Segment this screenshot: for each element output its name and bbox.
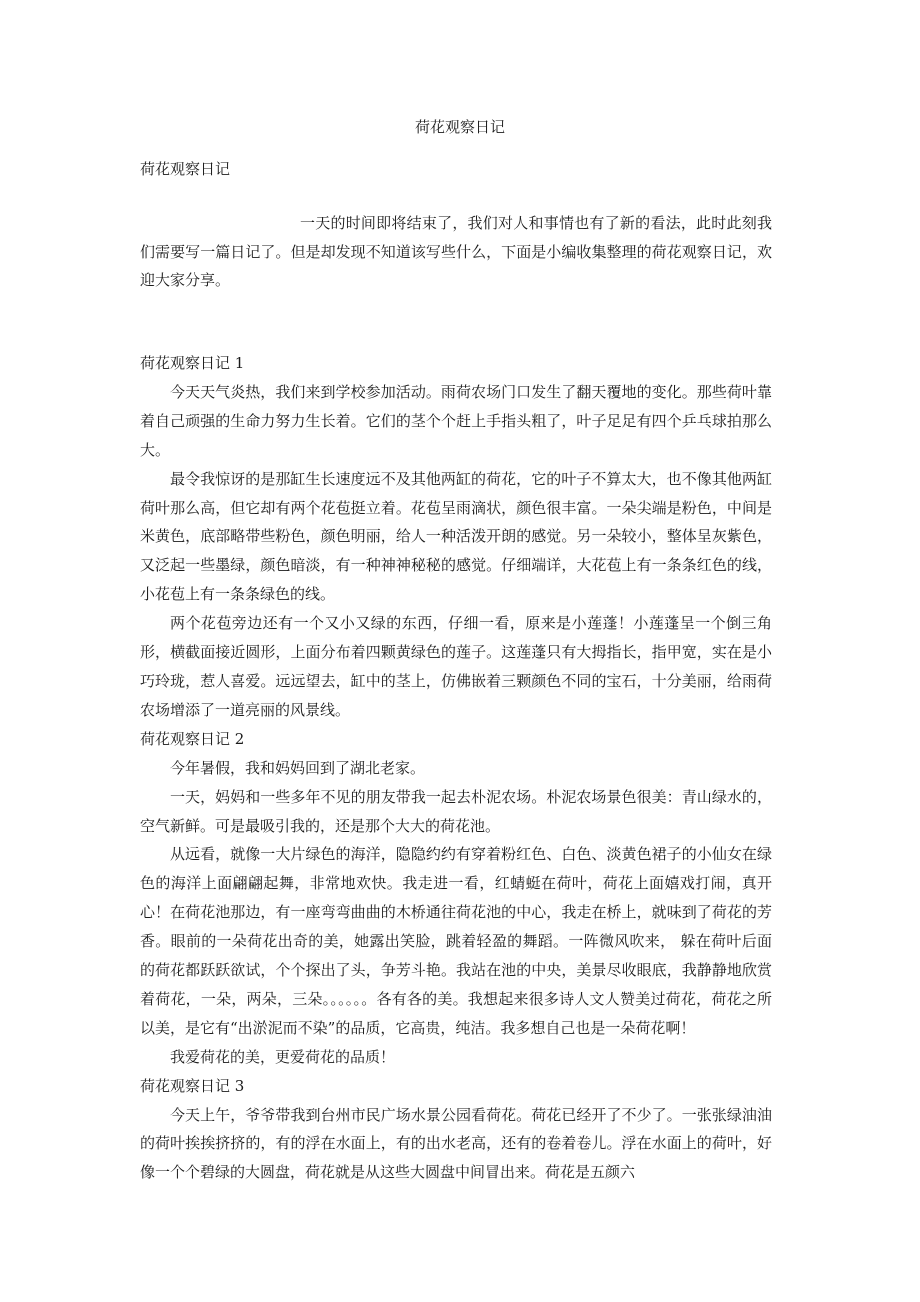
- document-body: [140, 349, 772, 1187]
- section-paragraph: 从远看，就像一大片绿色的海洋，隐隐约约有穿着粉红色、白色、淡黄色裙子的小仙女在绿色的海洋上面翩翩起舞，非常地欢快。我走进一看，红蜻蜓在荷叶，荷花上面嬉戏打闹，真开心！在荷花池那边，有一座弯弯曲曲的木桥通往荷花池的中心，我走在桥上，就味到了荷花的芳香。眼前的一朵荷花出奇的美，她露出笑脸，跳着轻盈的舞蹈。一阵微风吹来， 躲在荷叶后面的荷花都跃跃欲试，个个探出了头，争芳斗艳。我站在池的中央，美景尽收眼底，我静静地欣赏着荷花，一朵，两朵，三朵。。。。。。各有各的美。我想起来很多诗人文人赞美过荷花，荷花之所以美，是它有“出淤泥而不染”的品质，它高贵，纯洁。我多想自己也是一朵荷花啊！: [140, 845, 772, 1037]
- document-title: 荷花观察日记: [414, 118, 505, 136]
- document-subtitle: 荷花观察日记: [140, 160, 231, 178]
- section-heading: 荷花观察日记 2: [140, 729, 245, 748]
- diary-section-1: [140, 349, 772, 725]
- section-heading: 荷花观察日记 3: [140, 1076, 245, 1095]
- section-paragraph: 今天天气炎热，我们来到学校参加活动。雨荷农场门口发生了翻天覆地的变化。那些荷叶靠着自己顽强的生命力努力生长着。它们的茎个个赶上手指头粗了，叶子足足有四个乒乓球拍那么大。: [140, 382, 772, 459]
- section-paragraph: 最令我惊讶的是那缸生长速度远不及其他两缸的荷花，它的叶子不算太大，也不像其他两缸荷叶那么高，但它却有两个花苞挺立着。花苞呈雨滴状，颜色很丰富。一朵尖端是粉色，中间是米黄色，底部略带些粉色，颜色明丽，给人一种活泼开朗的感觉。另一朵较小，整体呈灰紫色，又泛起一些墨绿，颜色暗淡，有一种神神秘秘的感觉。仔细端详，大花苞上有一条条红色的线，小花苞上有一条条绿色的线。: [140, 469, 772, 604]
- diary-section-2: [140, 725, 772, 1072]
- diary-section-3: [140, 1072, 772, 1188]
- section-paragraph: 今年暑假，我和妈妈回到了湖北老家。: [170, 758, 426, 777]
- section-heading: 荷花观察日记 1: [140, 354, 245, 372]
- section-paragraph: 一天，妈妈和一些多年不见的朋友带我一起去朴泥农场。朴泥农场景色很美：青山绿水的，空气新鲜。可是最吸引我的，还是那个大大的荷花池。: [140, 787, 772, 835]
- intro-paragraph: 一天的时间即将结束了，我们对人和事情也有了新的看法，此时此刻我们需要写一篇日记了。但是却发现不知道该写些什么，下面是小编收集整理的荷花观察日记，欢迎大家分享。: [140, 214, 772, 289]
- section-paragraph: 今天上午，爷爷带我到台州市民广场水景公园看荷花。荷花已经开了不少了。一张张绿油油的荷叶挨挨挤挤的，有的浮在水面上，有的出水老高，还有的卷着卷儿。浮在水面上的荷叶，好像一个个碧绿的大圆盘，荷花就是从这些大圆盘中间冒出来。荷花是五颜六: [140, 1105, 772, 1182]
- section-paragraph: 我爱荷花的美，更爱荷花的品质！: [170, 1047, 396, 1066]
- section-paragraph: 两个花苞旁边还有一个又小又绿的东西，仔细一看，原来是小莲蓬！小莲蓬呈一个倒三角形，横截面接近圆形，上面分布着四颗黄绿色的莲子。这莲蓬只有大拇指长，指甲宽，实在是小巧玲珑，惹人喜爱。远远望去，缸中的茎上，仿佛嵌着三颗颜色不同的宝石，十分美丽，给雨荷农场增添了一道亮丽的风景线。: [140, 614, 772, 719]
